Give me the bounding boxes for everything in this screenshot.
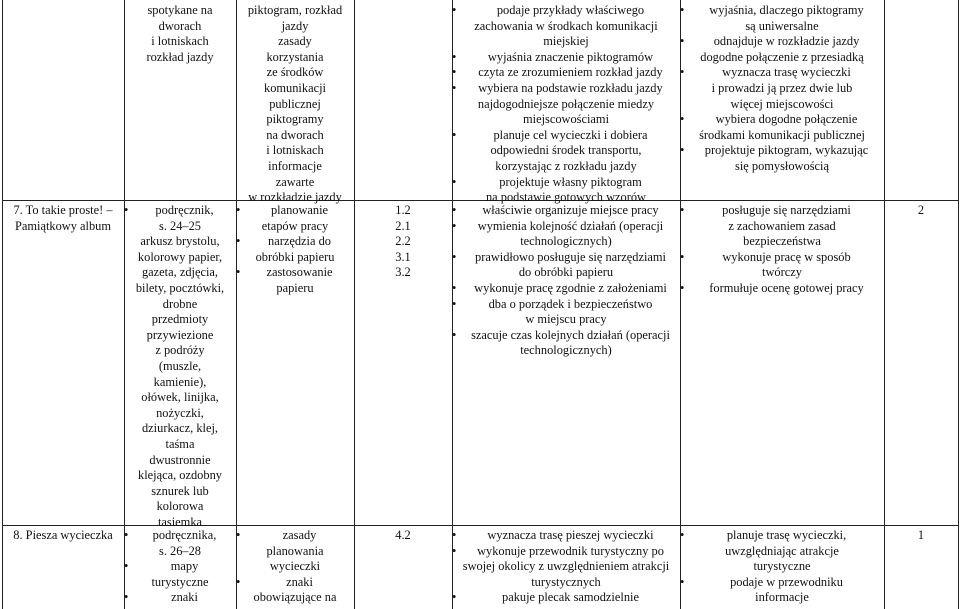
- basic-list-7: [452, 203, 680, 359]
- list-line: i lotniskach: [151, 34, 209, 49]
- list-line: przedmioty: [151, 312, 209, 327]
- list-line: • narzędzia do: [236, 234, 354, 250]
- list-line: 4.2: [395, 528, 411, 542]
- list-line: • czyta ze zrozumieniem rozkład jazdy: [452, 65, 680, 81]
- list-line: • wyznacza trasę pieszej wycieczki: [452, 528, 680, 544]
- list-line: dogodne połączenie z przesiadką: [700, 49, 864, 64]
- list-line: • zasady: [236, 528, 354, 544]
- extended-list-8: [680, 528, 884, 606]
- list-line: z zachowaniem zasad: [728, 218, 836, 233]
- list-line: ze środków: [266, 65, 324, 80]
- materials-list-7: [124, 203, 236, 530]
- list-line: dworach: [158, 18, 202, 33]
- list-line: z podróży: [155, 343, 205, 358]
- list-line: taśma: [165, 436, 195, 451]
- list-line: i lotniskach: [266, 143, 324, 158]
- list-line: papieru: [276, 280, 314, 295]
- list-line: wycieczki: [269, 559, 321, 574]
- list-line: • podaje w przewodniku: [680, 575, 884, 591]
- list-line: • odnajduje w rozkładzie jazdy: [680, 34, 884, 50]
- list-line: zasady: [278, 34, 312, 49]
- list-line: • wykonuje pracę zgodnie z założeniami: [452, 281, 680, 297]
- grid-line: [958, 0, 959, 609]
- list-line: klejąca, ozdobny: [138, 468, 222, 483]
- hours-7: 2: [917, 203, 925, 217]
- list-line: • posługuje się narzędziami: [680, 203, 884, 219]
- list-line: • wybiera dogodne połączenie: [680, 112, 884, 128]
- list-line: 3.1: [395, 249, 411, 264]
- list-line: 2.1: [395, 218, 411, 233]
- list-line: informacje: [755, 590, 809, 605]
- list-line: twórczy: [762, 265, 802, 280]
- list-line: • podaje przykłady właściwego: [452, 3, 680, 19]
- list-line: obróbki papieru: [255, 249, 335, 264]
- list-line: s. 26–28: [159, 543, 201, 558]
- list-line: na dworach: [266, 127, 324, 142]
- top-materials-list: [124, 3, 236, 65]
- list-line: nożyczki,: [156, 405, 204, 420]
- top-basic-list: [452, 3, 680, 206]
- list-line: • wymienia kolejność działań (operacji: [452, 219, 680, 235]
- list-line: dwustronnie: [149, 452, 211, 467]
- grid-line: [884, 0, 885, 609]
- list-line: • wyznacza trasę wycieczki: [680, 65, 884, 81]
- list-line: korzystając z rozkładu jazdy: [495, 158, 637, 173]
- list-line: • dba o porządek i bezpieczeństwo: [452, 297, 680, 313]
- list-line: 1.2: [395, 203, 411, 217]
- list-line: • szacuje czas kolejnych działań (operacji: [452, 328, 680, 344]
- list-line: jazdy: [281, 18, 309, 33]
- list-line: kamienie),: [153, 374, 207, 389]
- list-line: • pakuje plecak samodzielnie: [452, 590, 680, 606]
- list-line: i prowadzi ją przez dwie lub: [711, 80, 853, 95]
- list-line: • znaki: [236, 575, 354, 591]
- list-line: są uniwersalne: [745, 18, 819, 33]
- list-line: na podstawie gotowych wzorów: [485, 190, 646, 205]
- materials-list-8: [124, 528, 236, 606]
- list-line: etapów pracy: [261, 218, 329, 233]
- hours-8: 1: [917, 528, 925, 542]
- list-line: miejskiej: [543, 34, 589, 49]
- content-list-8: [236, 528, 354, 606]
- list-line: technologicznych): [520, 343, 612, 358]
- list-line: w rozkładzie jazdy: [248, 190, 342, 205]
- list-line: • wybiera na podstawie rozkładu jazdy: [452, 81, 680, 97]
- extended-list-7: [680, 203, 884, 297]
- list-line: rozkład jazdy: [146, 49, 214, 64]
- list-line: piktogramy: [266, 112, 324, 127]
- list-line: • projektuje piktogram, wykazując: [680, 143, 884, 159]
- list-line: korzystania: [266, 49, 324, 64]
- list-line: • formułuje ocenę gotowej pracy: [680, 281, 884, 297]
- list-line: tasiemka: [157, 514, 203, 529]
- list-line: kolorowy papier,: [137, 249, 223, 264]
- list-line: • wyjaśnia, dlaczego piktogramy: [680, 3, 884, 19]
- list-line: spotykane na: [147, 3, 213, 17]
- content-list-7: [236, 203, 354, 297]
- list-line: się pomysłowością: [735, 158, 829, 173]
- list-line: gazeta, zdjęcia,: [141, 265, 218, 280]
- list-line: zachowania w środkach komunikacji: [474, 18, 658, 33]
- list-line: drobne: [162, 296, 198, 311]
- lesson-title-7: [2, 203, 124, 234]
- list-line: ołówek, linijka,: [141, 390, 219, 405]
- list-line: s. 24–25: [159, 218, 201, 233]
- list-line: swojej okolicy z uwzględnieniem atrakcji: [462, 559, 670, 574]
- list-line: więcej miejscowości: [730, 96, 834, 111]
- list-line: • planuje trasę wycieczki,: [680, 528, 884, 544]
- codes-list-7: [354, 203, 452, 281]
- list-line: • podręcznika,: [124, 528, 236, 544]
- list-line: • właściwie organizuje miejsce pracy: [452, 203, 680, 219]
- list-line: turystyczne: [151, 574, 209, 589]
- list-line: • wykonuje pracę w sposób: [680, 250, 884, 266]
- basic-list-8: [452, 528, 680, 606]
- list-line: planowania: [266, 543, 324, 558]
- grid-line: [2, 0, 3, 609]
- list-line: technologicznych): [520, 234, 612, 249]
- list-line: piktogram, rozkład: [247, 3, 343, 17]
- list-line: • zastosowanie: [236, 265, 354, 281]
- list-line: uwzględniając atrakcje: [725, 543, 839, 558]
- codes-list-8: [354, 528, 452, 544]
- list-line: bezpieczeństwa: [743, 234, 821, 249]
- grid-line: [354, 0, 355, 609]
- list-line: publicznej: [269, 96, 321, 111]
- list-line: • podręcznik,: [124, 203, 236, 219]
- list-line: • planowanie: [236, 203, 354, 219]
- list-line: najdogodniejsze połączenie miedzy: [477, 96, 655, 111]
- list-line: odpowiedni środek transportu,: [490, 143, 642, 158]
- list-line: środkami komunikacji publicznej: [699, 127, 865, 142]
- top-extended-list: [680, 3, 884, 175]
- list-line: komunikacji: [264, 80, 326, 95]
- list-line: przywiezione: [146, 327, 214, 342]
- list-line: kolorowa: [156, 499, 204, 514]
- list-line: • projektuje własny piktogram: [452, 175, 680, 191]
- list-line: dziurkacz, klej,: [141, 421, 219, 436]
- list-line: turystyczne: [753, 559, 811, 574]
- list-line: do obróbki papieru: [518, 265, 614, 280]
- top-content-list: [236, 3, 354, 206]
- lesson-title-line: 7. To takie proste! –: [13, 203, 113, 217]
- list-line: bilety, pocztówki,: [135, 280, 225, 295]
- list-line: turystycznych: [531, 574, 601, 589]
- list-line: • wyjaśnia znaczenie piktogramów: [452, 50, 680, 66]
- list-line: • mapy: [124, 559, 236, 575]
- list-line: 2.2: [395, 234, 411, 249]
- list-line: informacje: [268, 158, 322, 173]
- list-line: • prawidłowo posługuje się narzędziami: [452, 250, 680, 266]
- list-line: zawarte: [275, 174, 315, 189]
- list-line: miejscowościami: [522, 112, 610, 127]
- list-line: 3.2: [395, 265, 411, 280]
- list-line: • wykonuje przewodnik turystyczny po: [452, 544, 680, 560]
- list-line: • planuje cel wycieczki i dobiera: [452, 128, 680, 144]
- list-line: w miejscu pracy: [525, 312, 607, 327]
- list-line: arkusz brystolu,: [140, 234, 220, 249]
- lesson-title-8: 8. Piesza wycieczka: [13, 528, 113, 542]
- list-line: • znaki: [124, 590, 236, 606]
- list-line: (muszle,: [158, 358, 202, 373]
- list-line: obowiązujące na: [253, 590, 337, 605]
- list-line: sznurek lub: [151, 483, 209, 498]
- lesson-title-line: Pamiątkowy album: [14, 218, 111, 233]
